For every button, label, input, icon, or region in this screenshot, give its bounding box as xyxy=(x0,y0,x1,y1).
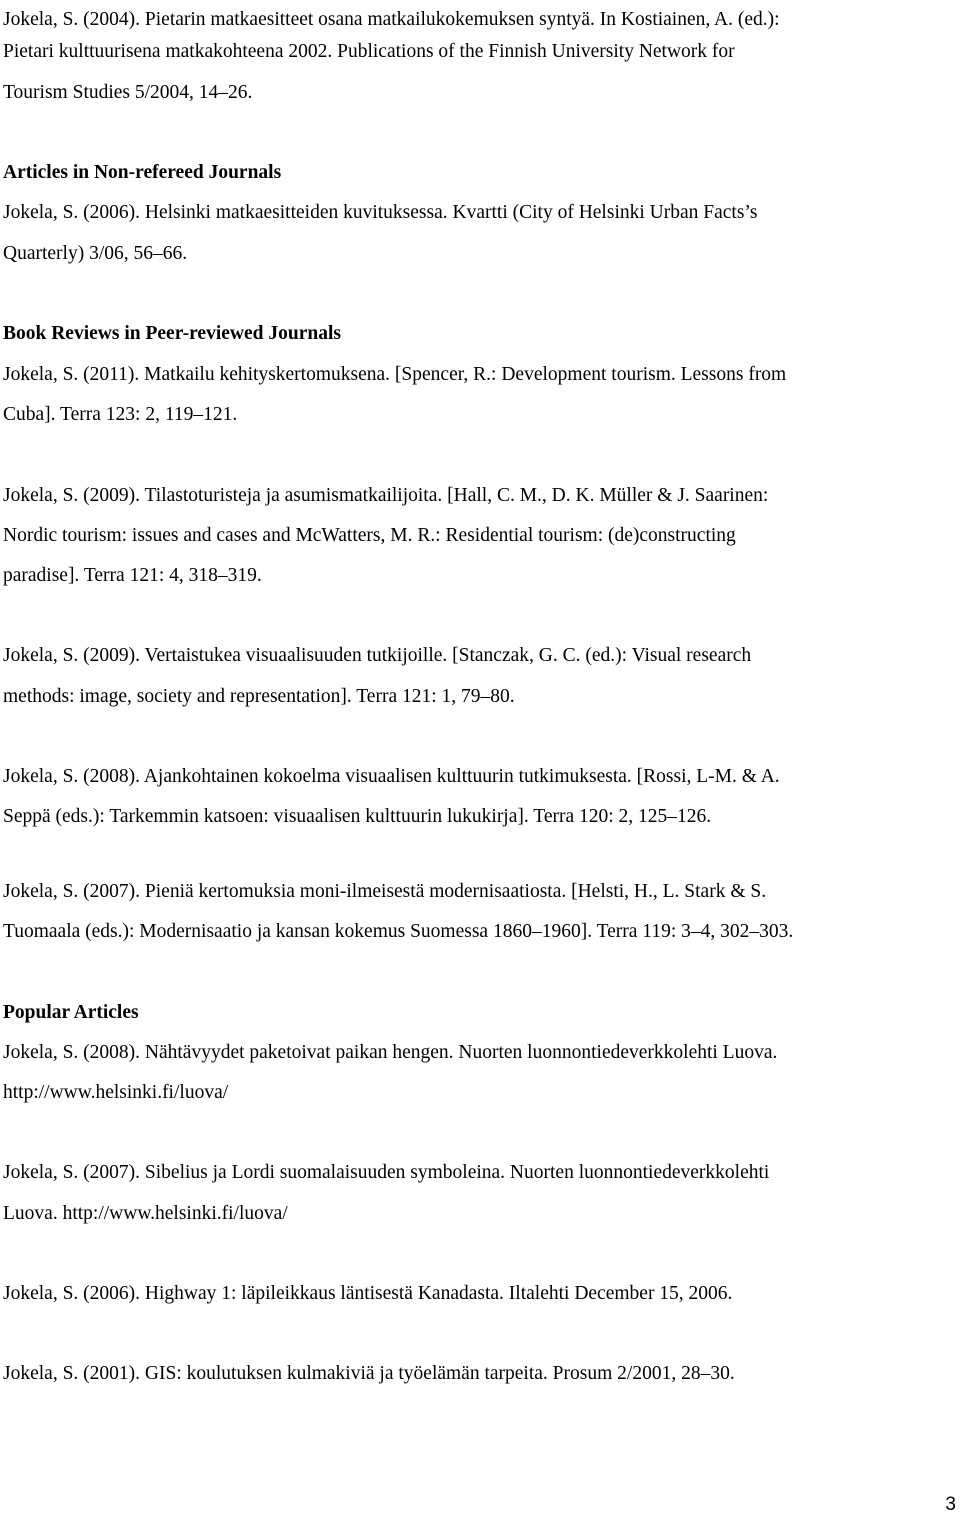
section-heading: Popular Articles xyxy=(3,1002,139,1023)
reference-line: Jokela, S. (2006). Helsinki matkaesitteiden kuvituksessa. Kvartti (City of Helsinki Urban Facts’s xyxy=(3,202,758,223)
reference-line: Jokela, S. (2009). Tilastoturisteja ja asumismatkailijoita. [Hall, C. M., D. K. Müller & J. Saarinen: xyxy=(3,485,769,506)
section-heading: Articles in Non-refereed Journals xyxy=(3,162,282,183)
reference-line: Quarterly) 3/06, 56–66. xyxy=(3,243,188,264)
reference-line: Jokela, S. (2008). Ajankohtainen kokoelma visuaalisen kulttuurin tutkimuksesta. [Rossi, L-M. & A. xyxy=(3,766,780,787)
reference-line: Seppä (eds.): Tarkemmin katsoen: visuaalisen kulttuurin lukukirja]. Terra 120: 2, 125–126. xyxy=(3,806,712,827)
reference-line: Jokela, S. (2006). Highway 1: läpileikkaus läntisestä Kanadasta. Iltalehti December 15, 2006. xyxy=(3,1283,733,1304)
reference-line: Jokela, S. (2004). Pietarin matkaesitteet osana matkailukokemuksen syntyä. In Kostiainen, A. (ed.): xyxy=(3,9,780,30)
page-number: 3 xyxy=(945,1494,956,1515)
reference-line: methods: image, society and representation]. Terra 121: 1, 79–80. xyxy=(3,686,515,707)
reference-line: Tuomaala (eds.): Modernisaatio ja kansan kokemus Suomessa 1860–1960]. Terra 119: 3–4, 302–303. xyxy=(3,921,794,942)
reference-line: Jokela, S. (2001). GIS: koulutuksen kulmakiviä ja työelämän tarpeita. Prosum 2/2001, 28–30. xyxy=(3,1363,735,1384)
reference-line: Pietari kulttuurisena matkakohteena 2002. Publications of the Finnish University Network for xyxy=(3,41,735,62)
reference-line: Cuba]. Terra 123: 2, 119–121. xyxy=(3,404,238,425)
reference-line: Jokela, S. (2009). Vertaistukea visuaalisuuden tutkijoille. [Stanczak, G. C. (ed.): Visual research xyxy=(3,645,752,666)
section-heading: Book Reviews in Peer-reviewed Journals xyxy=(3,323,341,344)
reference-line: Luova. http://www.helsinki.fi/luova/ xyxy=(3,1203,288,1224)
reference-line: Jokela, S. (2008). Nähtävyydet paketoivat paikan hengen. Nuorten luonnontiedeverkkolehti Luova. xyxy=(3,1042,778,1063)
reference-line: Jokela, S. (2011). Matkailu kehityskertomuksena. [Spencer, R.: Development tourism. Lessons from xyxy=(3,364,787,385)
reference-line: Jokela, S. (2007). Pieniä kertomuksia moni-ilmeisestä modernisaatiosta. [Helsti, H., L. Stark & S. xyxy=(3,881,767,902)
reference-line: paradise]. Terra 121: 4, 318–319. xyxy=(3,565,262,586)
reference-line: Tourism Studies 5/2004, 14–26. xyxy=(3,82,253,103)
reference-line: Jokela, S. (2007). Sibelius ja Lordi suomalaisuuden symboleina. Nuorten luonnontiedeverkkolehti xyxy=(3,1162,770,1183)
reference-line: Nordic tourism: issues and cases and McWatters, M. R.: Residential tourism: (de)constructing xyxy=(3,525,736,546)
reference-line: http://www.helsinki.fi/luova/ xyxy=(3,1082,229,1103)
